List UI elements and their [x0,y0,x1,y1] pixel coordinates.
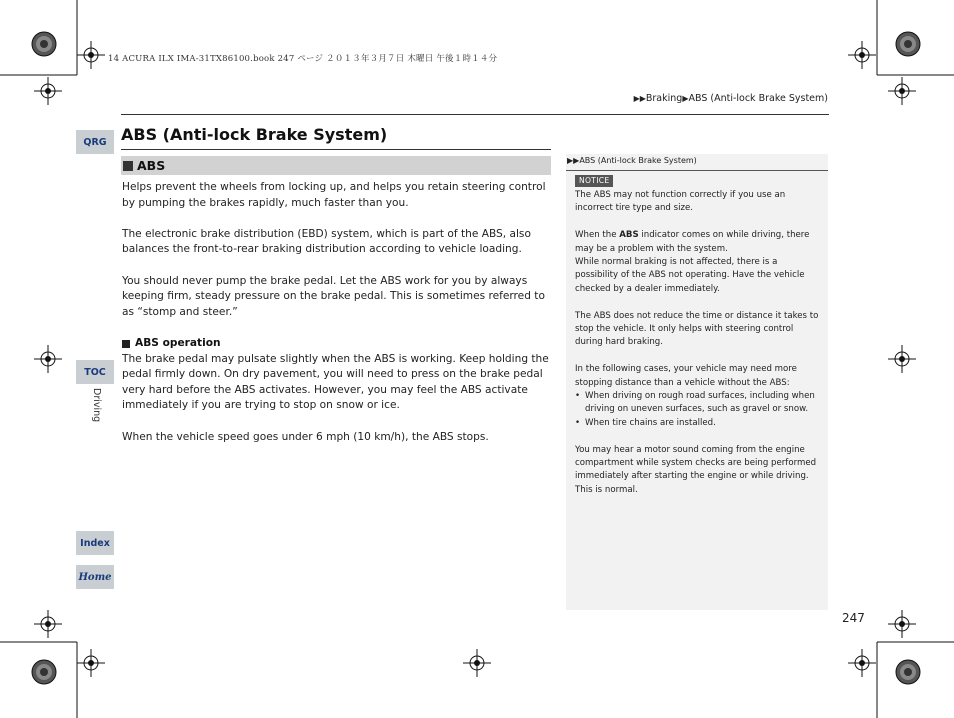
text-run: When the [575,230,620,241]
title-rule [121,149,551,150]
registration-mark-icon [888,345,916,373]
double-arrow-icon: ▶▶ [633,94,646,103]
registration-rosette-icon [896,32,920,56]
notice-badge: NOTICE [575,175,613,187]
registration-mark-icon [848,649,876,677]
subheading-label: ABS operation [135,336,221,349]
registration-mark-icon [463,649,491,677]
section-heading-label: ABS [137,158,166,173]
registration-mark-icon [34,77,62,105]
paragraph-intro: Helps prevent the wheels from locking up, and helps you retain steering control by pumping the brakes rapidly, much faster than you. [122,181,546,209]
sidebar-para-indicator [575,229,823,256]
registration-rosette-icon [896,660,920,684]
registration-mark-icon [848,41,876,69]
registration-mark-icon [888,610,916,638]
paragraph-speed: When the vehicle speed goes under 6 mph (10 km/h), the ABS stops. [122,430,489,443]
registration-rosette-icon [32,32,56,56]
page-title: ABS (Anti-lock Brake System) [121,125,388,144]
sidebar-para-cases: In the following cases, your vehicle may need more stopping distance than a vehicle without the ABS: [575,364,797,388]
index-tab[interactable]: Index [76,531,114,555]
abs-indicator-label: ABS [619,230,639,241]
breadcrumb-current[interactable]: ABS (Anti-lock Brake System) [688,93,828,104]
registration-mark-icon [77,41,105,69]
list-item: • When driving on rough road surfaces, including when driving on uneven surfaces, such as gravel or snow. [575,390,823,417]
list-item: • When tire chains are installed. [575,417,823,430]
reference-arrow-icon: ▶▶ [567,156,580,165]
registration-mark-icon [34,345,62,373]
text-run: indicator comes on while driving, there may be a problem with the system. [575,230,810,254]
paragraph-ebd: The electronic brake distribution (EBD) system, which is part of the ABS, also balances the front-to-rear braking distribution according to vehicle loading. [122,227,531,256]
registration-mark-icon [34,610,62,638]
sidebar-text [575,175,823,511]
page-number: 247 [842,611,865,625]
section-heading [121,156,551,175]
print-header: 14 ACURA ILX IMA-31TX86100.book 247 ページ ２０１３年３月７日 木曜日 午後１時１４分 [108,54,498,64]
registration-mark-icon [888,77,916,105]
sidebar-para-motor: You may hear a motor sound coming from the engine compartment while system checks are being performed immediately after starting the engine or while driving. This is normal. [575,444,817,495]
chapter-side-label: Driving [91,388,102,423]
paragraph-operation: The brake pedal may pulsate slightly when the ABS is working. Keep holding the pedal firmly down. On dry pavement, you will need to press on the brake pedal very hard before the ABS activates. However, you may feel the ABS activate immediately if you are trying to stop on snow or ice. [122,352,549,412]
sidebar-heading-label[interactable]: ABS (Anti-lock Brake System) [579,156,697,165]
sidebar-para-distance: The ABS does not reduce the time or distance it takes to stop the vehicle. It only helps with steering control during hard braking. [575,310,819,348]
registration-rosette-icon [32,660,56,684]
breadcrumb-link-braking[interactable]: Braking [645,93,683,104]
subheading-abs-operation [122,336,554,352]
arrow-icon: ▶ [682,94,689,103]
sidebar-rule [566,170,828,171]
breadcrumb [634,93,828,104]
sidebar-heading [566,156,828,165]
qrg-tab[interactable]: QRG [76,130,114,154]
registration-mark-icon [77,649,105,677]
main-content [122,180,554,461]
sidebar-para-braking: While normal braking is not affected, there is a possibility of the ABS not operating. Have the vehicle checked by a dealer immediately. [575,257,805,294]
sidebar-notice-text: The ABS may not function correctly if you use an incorrect tire type and size. [575,190,786,214]
toc-tab[interactable]: TOC [76,360,114,384]
paragraph-pedal: You should never pump the brake pedal. Let the ABS work for you by always keeping firm, steady pressure on the brake pedal. This is sometimes referred to as “stomp and steer.” [122,274,545,318]
sidebar-bullet-list [575,390,823,430]
header-rule [121,114,829,115]
home-tab[interactable]: Home [76,565,114,589]
square-bullet-icon [122,340,130,348]
square-bullet-icon [123,161,133,171]
